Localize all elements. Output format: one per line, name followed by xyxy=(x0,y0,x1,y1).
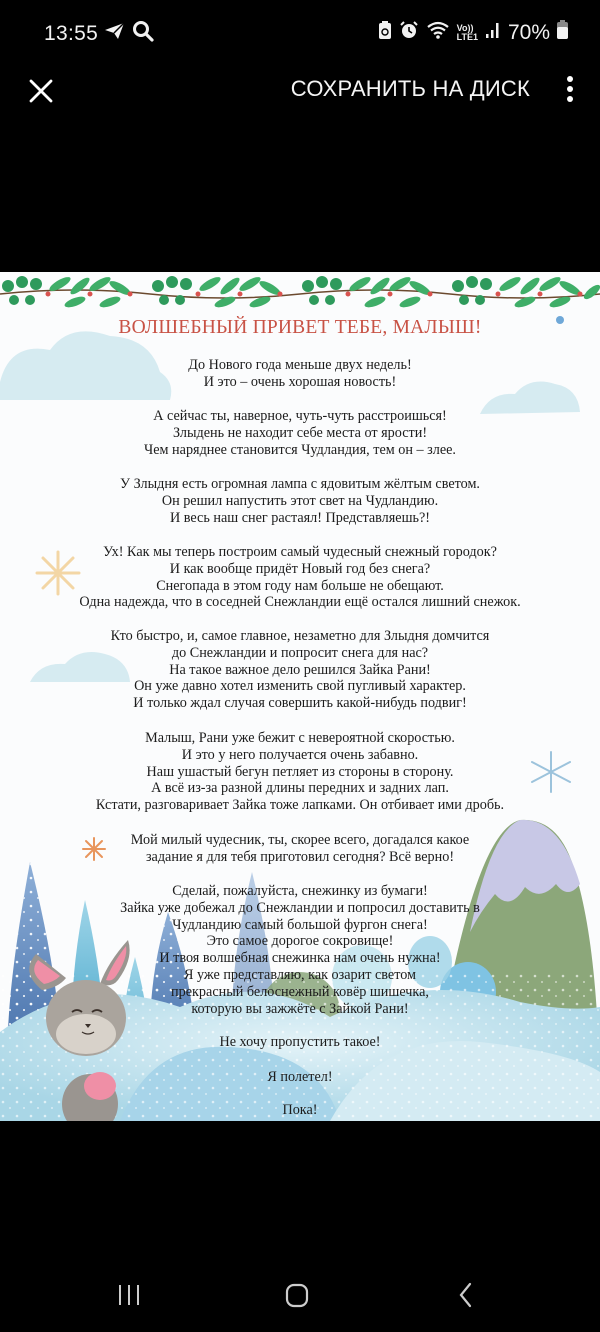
navigation-bar xyxy=(0,1262,600,1332)
paragraph-9 xyxy=(0,1034,600,1051)
paragraph-4 xyxy=(0,544,600,611)
close-button[interactable] xyxy=(28,78,54,104)
battery-percent: 70% xyxy=(507,20,550,44)
home-button[interactable] xyxy=(284,1282,310,1313)
battery-saver-icon xyxy=(378,20,392,45)
text-line: У Злыдня есть огромная лампа с ядовитым жёлтым светом. xyxy=(120,476,480,492)
text-line: И это у него получается очень забавно. xyxy=(181,746,419,763)
volte-top: Vo)) xyxy=(456,22,474,33)
back-icon xyxy=(456,1282,476,1308)
text-line: Злыдень не находит себе места от ярости! xyxy=(172,424,428,441)
text-line: На такое важное дело решился Зайка Рани! xyxy=(169,661,431,678)
wifi-icon xyxy=(426,20,450,45)
text-line: А всё из-за разной длины передних и задних лап. xyxy=(151,780,449,797)
back-button[interactable] xyxy=(456,1282,476,1313)
letter-title: ВОЛШЕБНЫЙ ПРИВЕТ ТЕБЕ, МАЛЫШ! xyxy=(118,317,482,338)
text-line: до Снежландии и попросит снега для нас? xyxy=(171,644,429,661)
recents-icon xyxy=(116,1282,142,1308)
text-line: Одна надежда, что в соседней Снежландии ещё остался лишний снежок. xyxy=(79,594,521,611)
text-line: Сделай, пожалуйста, снежинку из бумаги! xyxy=(172,883,428,899)
text-line: Снегопада в этом году нам больше не обещают. xyxy=(156,577,444,594)
paragraph-2 xyxy=(0,408,600,458)
paragraph-1 xyxy=(0,357,600,391)
text-line: А сейчас ты, наверное, чуть-чуть расстроишься! xyxy=(153,408,447,424)
text-line: Он решил напустить этот свет на Чудландию. xyxy=(161,492,439,509)
text-line: Ух! Как мы теперь построим самый чудесный снежный городок? xyxy=(103,544,497,560)
home-icon xyxy=(284,1282,310,1308)
recents-button[interactable] xyxy=(116,1282,142,1313)
app-bar xyxy=(0,66,600,114)
text-line: Чудландию самый большой фургон снега! xyxy=(172,916,428,933)
more-vertical-icon xyxy=(564,74,576,104)
text-line: До Нового года меньше двух недель! xyxy=(188,357,412,373)
status-right xyxy=(378,20,568,45)
paragraph-3 xyxy=(0,476,600,526)
text-line: Наш ушастый бегун петляет из стороны в сторону. xyxy=(146,763,454,780)
text-line: которую вы зажжёте с Зайкой Рани! xyxy=(191,1000,409,1017)
text-line: Я полетел! xyxy=(267,1069,333,1085)
status-left xyxy=(44,20,154,47)
paragraph-10 xyxy=(0,1069,600,1086)
text-line: Пока! xyxy=(282,1102,318,1118)
paragraph-6 xyxy=(0,730,600,814)
text-line: Не хочу пропустить такое! xyxy=(219,1034,381,1050)
text-line: задание я для тебя приготовил сегодня? Всё верно! xyxy=(145,848,455,865)
alarm-icon xyxy=(399,20,419,45)
text-line: Зайка уже добежал до Снежландии и попросил доставить в xyxy=(120,899,480,916)
volte-icon xyxy=(457,24,478,42)
text-line: И твоя волшебная снежинка нам очень нужна! xyxy=(159,950,441,967)
more-options-button[interactable] xyxy=(564,74,576,104)
text-line: Мой милый чудесник, ты, скорее всего, догадался какое xyxy=(130,832,470,848)
close-icon xyxy=(28,78,54,104)
text-line: Я уже представляю, как озарит светом xyxy=(183,966,417,983)
paragraph-11 xyxy=(0,1102,600,1119)
image-viewer[interactable] xyxy=(0,272,600,1121)
paragraph-5 xyxy=(0,628,600,712)
text-line: прекрасный белоснежный ковёр шишечка, xyxy=(171,983,429,1000)
text-line: Это самое дорогое сокровище! xyxy=(206,933,394,950)
paragraph-7 xyxy=(0,832,600,866)
text-line: Кстати, разговаривает Зайка тоже лапками. Он отбивает ими дробь. xyxy=(95,797,505,814)
save-to-disk-button[interactable]: СОХРАНИТЬ НА ДИСК xyxy=(290,76,530,101)
text-line: Он уже давно хотел изменить свой пугливый характер. xyxy=(134,678,466,695)
text-line: И как вообще придёт Новый год без снега? xyxy=(169,560,431,577)
search-icon xyxy=(132,20,154,47)
text-line: И весь наш снег растаял! Представляешь?! xyxy=(170,509,430,526)
paragraph-8 xyxy=(0,883,600,1017)
text-line: Чем наряднее становится Чудландия, тем он – злее. xyxy=(144,441,456,458)
status-bar xyxy=(0,0,600,66)
letter-content xyxy=(0,272,600,1121)
text-line: Кто быстро, и, самое главное, незаметно для Злыдня домчится xyxy=(110,628,490,644)
status-time: 13:55 xyxy=(44,21,99,45)
text-line: И только ждал случая совершить какой-нибудь подвиг! xyxy=(133,695,467,712)
volte-bottom: LTE1 xyxy=(456,31,478,42)
text-line: Малыш, Рани уже бежит с невероятной скоростью. xyxy=(145,730,455,746)
text-line: И это – очень хорошая новость! xyxy=(203,373,397,390)
signal-icon xyxy=(485,21,501,44)
battery-icon xyxy=(557,20,568,45)
telegram-icon xyxy=(104,21,126,46)
